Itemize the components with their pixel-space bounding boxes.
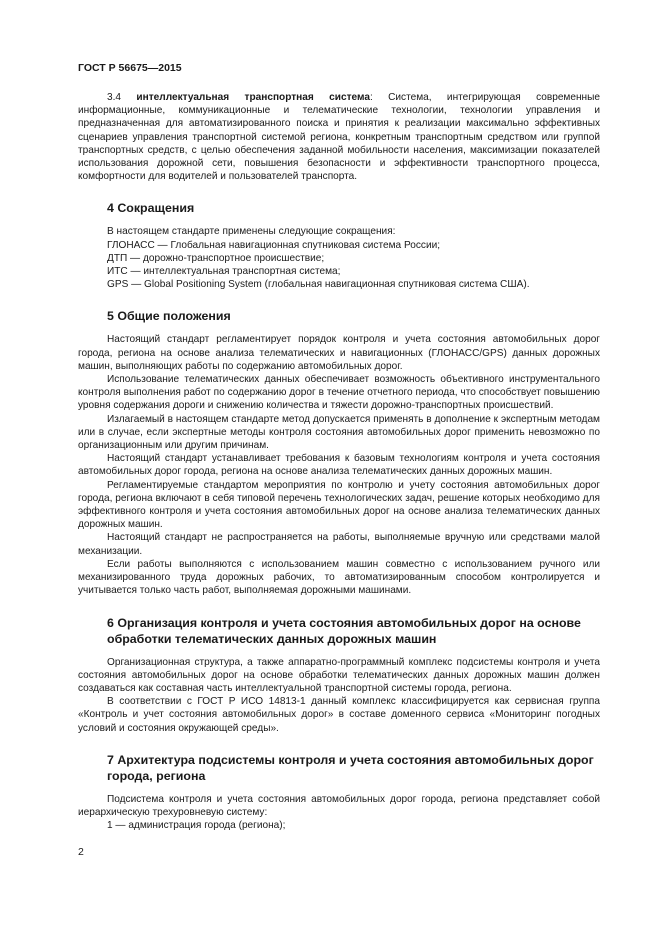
section-6-title: 6 Организация контроля и учета состояния автомобильных дорог на основе обработки телематических данных дорожных машин [107,615,581,646]
abbrev-item: ДТП — дорожно-транспортное происшествие; [107,252,325,264]
definition-text: : Система, интегрирующая современные информационные, коммуникационные и телематические технологии, технологии управления и предназначенная для автоматизированного поиска и принятия к реализации максимально эффективных сценариев управления транспортной системой региона, конкретным транспортным средством или группой транспортных средств, с целью обеспечения заданной мобильности населения, максимизации показателей использования дорожной сети, повышения безопасности и эффективности транспортного процесса, комфортности для водителей и пользователей транспорта. [78,92,601,183]
paragraph: Использование телематических данных обеспечивает возможность объективного инструментального контроля выполнения работ по содержанию дорог в течение отчетного периода, что способствует повышению уровня содержания дороги и снижению количества и тяжести дорожно-транспортных происшествий. [78,374,600,412]
paragraph: В соответствии с ГОСТ Р ИСО 14813-1 данный комплекс классифицируется как сервисная группа «Контроль и учет состояния автомобильных дорог» в составе доменного сервиса «Мониторинг погодных условий и состояния окружающей среды». [78,696,600,734]
paragraph: Настоящий стандарт регламентирует порядок контроля и учета состояния автомобильных дорог города, региона на основе анализа телематических и навигационных (ГЛОНАСС/GPS) данных дорожных машин, выполняющих работы по содержанию автомобильных дорог. [78,334,600,372]
definition-number: 3.4 [107,92,122,103]
paragraph: Подсистема контроля и учета состояния автомобильных дорог города, региона представляет собой иерархическую трехуровневую систему: [78,793,600,818]
paragraph: Если работы выполняются с использованием машин совместно с использованием ручного или механизированного труда дорожных рабочих, то автоматизированным способом контролируется и учитывается только часть работ, выполняемая дорожными машинами. [78,558,600,597]
abbrev-item: GPS — Global Positioning System (глобальная навигационная спутниковая система США). [107,279,530,291]
paragraph: Организационная структура, а также аппаратно-программный комплекс подсистемы контроля и учета состояния автомобильных дорог на основе обработки телематических данных дорожных машин должен создаваться как составная часть интеллектуальной транспортной системы города, региона. [78,656,600,694]
paragraph: Регламентируемые стандартом мероприятия по контролю и учету состояния автомобильных дорог города, региона включают в себя типовой перечень технологических задач, решение которых необходимо для эффективного контроля и учета состояния автомобильных дорог на основе анализа телематических данных дорожных машин. [78,479,600,531]
definition-3-4 [78,91,600,183]
section-5-title: 5 Общие положения [107,309,231,324]
definition-term: интеллектуальная транспортная система [136,92,370,103]
paragraph: Настоящий стандарт не распространяется на работы, выполняемые вручную или средствами малой механизации. [78,532,600,557]
page-number: 2 [78,846,84,858]
paragraph: Настоящий стандарт устанавливает требования к базовым технологиям контроля и учета состояния автомобильных дорог города, региона на основе анализа телематических данных дорожных машин. [78,453,600,478]
section-4-title: 4 Сокращения [107,201,195,216]
document-body [78,91,600,832]
s4-intro: В настоящем стандарте применены следующие сокращения: [107,226,396,238]
paragraph: Излагаемый в настоящем стандарте метод допускается применять в дополнение к экспертным методам или в случае, если экспертные методы контроля состояния автомобильных дорог применить невозможно по организационным или другим причинам. [78,413,600,452]
abbrev-item: ГЛОНАСС — Глобальная навигационная спутниковая система России; [107,239,441,251]
section-7-title: 7 Архитектура подсистемы контроля и учета состояния автомобильных дорог города, региона [107,752,594,783]
abbrev-item: ИТС — интеллектуальная транспортная система; [107,266,341,278]
document-header: ГОСТ Р 56675—2015 [78,62,182,74]
list-item: 1 — администрация города (региона); [107,820,286,832]
